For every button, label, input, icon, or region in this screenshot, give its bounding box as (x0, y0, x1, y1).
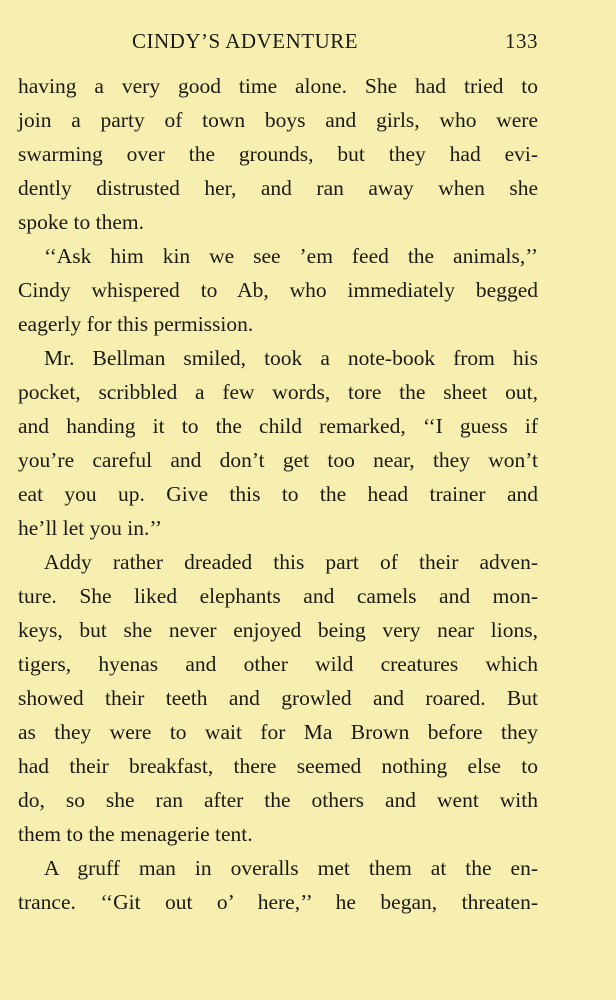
text-line: eagerly for this permission. (18, 312, 254, 336)
text-line: and handing it to the child remarked, ‘‘I guess if (18, 414, 538, 438)
text-line: do, so she ran after the others and went with (18, 788, 538, 812)
text-line: Mr. Bellman smiled, took a note-book from his (44, 346, 538, 370)
text-line: tigers, hyenas and other wild creatures which (18, 652, 538, 676)
text-line: join a party of town boys and girls, who were (18, 108, 538, 132)
text-line: swarming over the grounds, but they had evi- (18, 142, 538, 166)
text-line: Cindy whispered to Ab, who immediately begged (18, 278, 538, 302)
text-line: as they were to wait for Ma Brown before they (18, 720, 538, 744)
running-head-title: CINDY’S ADVENTURE (132, 29, 359, 53)
text-line: you’re careful and don’t get too near, they won’t (18, 448, 538, 472)
text-line: dently distrusted her, and ran away when she (18, 176, 538, 200)
text-line: A gruff man in overalls met them at the en- (44, 856, 538, 880)
text-line: spoke to them. (18, 210, 144, 234)
text-line: keys, but she never enjoyed being very near lions, (18, 618, 538, 642)
page-number: 133 (505, 29, 538, 53)
text-line: eat you up. Give this to the head trainer and (18, 482, 538, 506)
text-line: Addy rather dreaded this part of their adven- (44, 550, 538, 574)
text-line: he’ll let you in.’’ (18, 516, 163, 540)
text-line: showed their teeth and growled and roared. But (18, 686, 538, 710)
text-line: pocket, scribbled a few words, tore the sheet out, (18, 380, 538, 404)
body-text (18, 69, 538, 919)
text-line: having a very good time alone. She had tried to (18, 74, 538, 98)
text-line: them to the menagerie tent. (18, 822, 253, 846)
text-line: ‘‘Ask him kin we see ’em feed the animals,’’ (44, 244, 538, 268)
text-line: trance. ‘‘Git out o’ here,’’ he began, threaten- (18, 890, 538, 914)
running-head (18, 29, 538, 59)
text-line: ture. She liked elephants and camels and mon- (18, 584, 538, 608)
text-line: had their breakfast, there seemed nothing else to (18, 754, 538, 778)
